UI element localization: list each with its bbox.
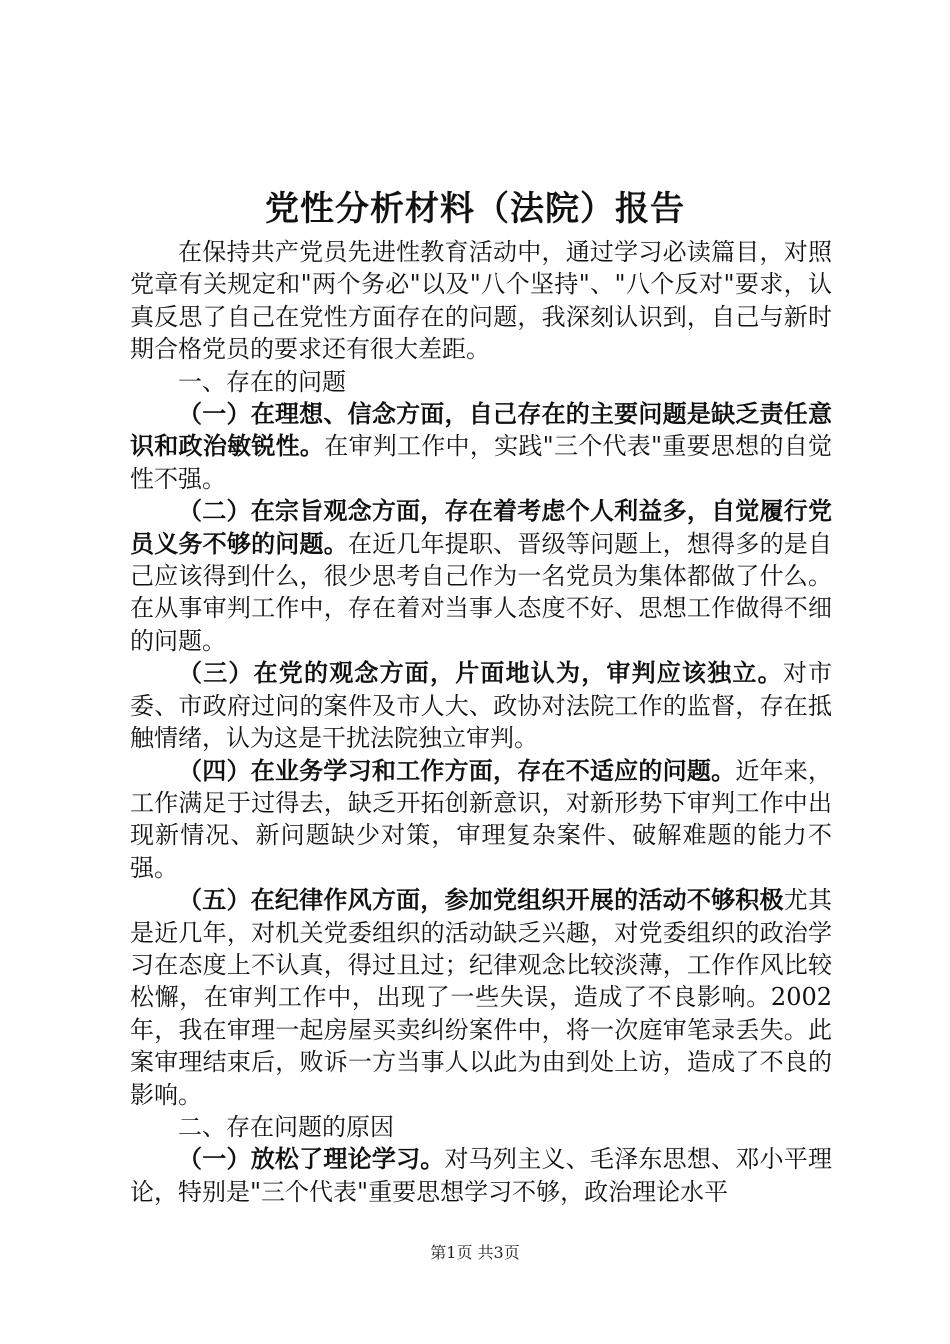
paragraph-text: 尤其是近几年，对机关党委组织的活动缺乏兴趣，对党委组织的政治学习在态度上不认真，得过且过；纪律观念比较淡薄，工作作风比较松懈，在审判工作中，出现了一些失误，造成了不良影响。2002年，我在审理一起房屋买卖纠纷案件中，将一次庭审笔录丢失。此案审理结束后，败诉一方当事人以此为由到处上访，造成了不良的影响。: [130, 886, 833, 1109]
paragraph: [130, 884, 832, 1111]
paragraph: [130, 398, 832, 495]
paragraph-text: 对市委、市政府过问的案件及市人大、政协对法院工作的监督，存在抵触情绪，认为这是干扰法院独立审判。: [130, 659, 833, 753]
paragraph: [130, 1143, 832, 1208]
document-title: 党性分析材料（法院）报告: [265, 189, 685, 229]
paragraph-text: 对马列主义、毛泽东思想、邓小平理论，特别是"三个代表"重要思想学习不够，政治理论水平: [130, 1145, 833, 1206]
paragraph-text: 近年来，工作满足于过得去，缺乏开拓创新意识，对新形势下审判工作中出现新情况、新问题缺少对策，审理复杂案件、破解难题的能力不强。: [130, 756, 833, 882]
paragraph-text: 在审判工作中，实践"三个代表"重要思想的自觉性不强。: [130, 432, 833, 493]
page-footer: 第1页 共3页: [430, 1243, 520, 1262]
paragraph-lead: （四）在业务学习和工作方面，存在不适应的问题。: [178, 755, 736, 785]
paragraph: [130, 657, 832, 754]
section-heading: 二、存在问题的原因: [178, 1112, 394, 1141]
paragraph: [130, 755, 832, 885]
intro-paragraph: 在保持共产党员先进性教育活动中，通过学习必读篇目，对照党章有关规定和"两个务必"以及"八个坚持"、"八个反对"要求，认真反思了自己在党性方面存在的问题，我深刻认识到，自己与新时期合格党员的要求还有很大差距。: [130, 238, 832, 364]
document-body: [130, 236, 832, 1208]
paragraph-lead: （一）放松了理论学习。: [178, 1144, 445, 1174]
paragraph-text: 在近几年提职、晋级等问题上，想得多的是自己应该得到什么，很少思考自己作为一名党员为集体都做了什么。在从事审判工作中，存在着对当事人态度不好、思想工作做得不细的问题。: [130, 529, 833, 655]
paragraph-lead: （三）在党的观念方面，片面地认为，审判应该独立。: [178, 658, 783, 688]
paragraph: [130, 495, 832, 657]
paragraph-lead: （一）在理想、信念方面，自己存在的主要问题是缺乏责任意识和政治敏锐性。: [130, 399, 832, 461]
section-heading: 一、存在的问题: [178, 367, 346, 396]
paragraph-lead: （五）在纪律作风方面，参加党组织开展的活动不够积极: [178, 885, 784, 915]
paragraph-lead: （二）在宗旨观念方面，存在着考虑个人利益多，自觉履行党员义务不够的问题。: [130, 496, 832, 558]
